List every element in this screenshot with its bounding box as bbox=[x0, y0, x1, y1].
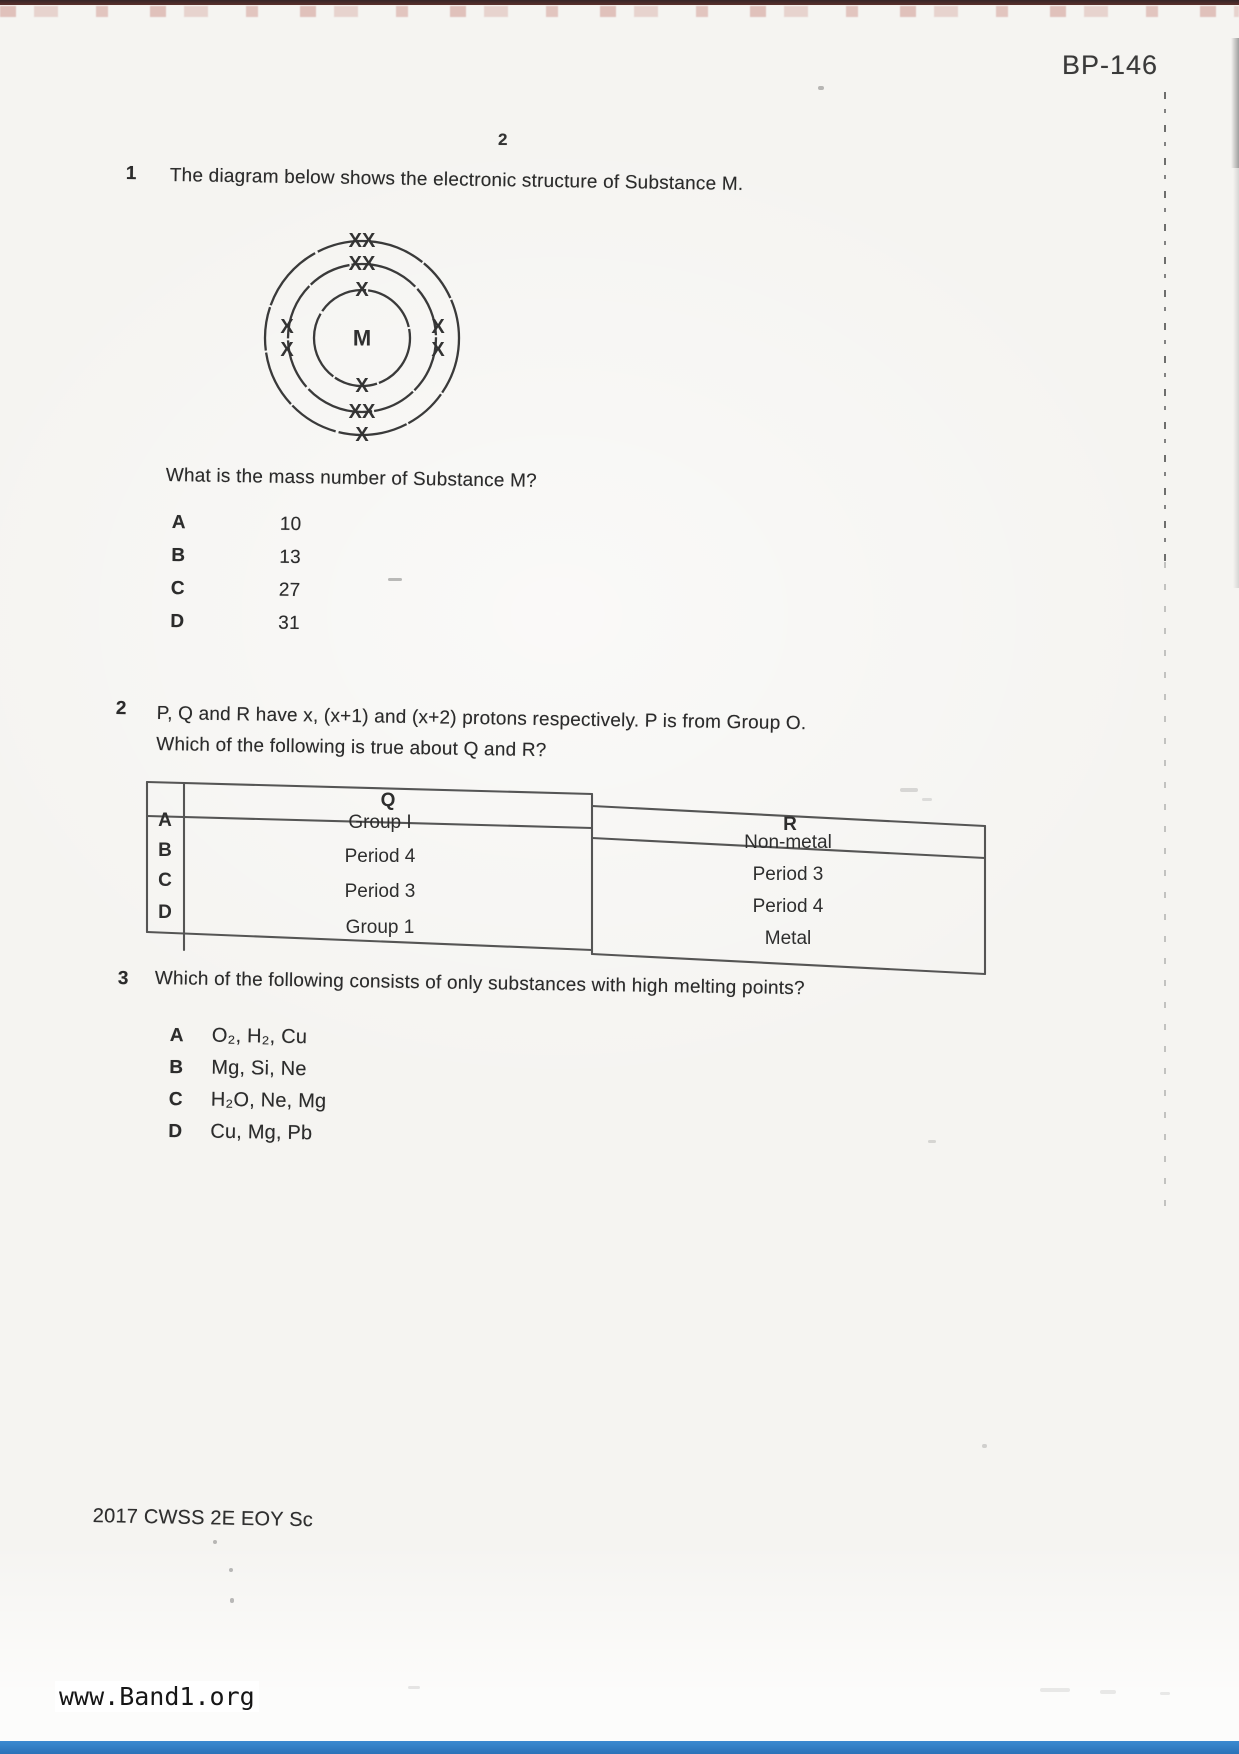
option-letter: B bbox=[171, 544, 186, 567]
option-letter: B bbox=[169, 1056, 184, 1079]
option-value: Cu, Mg, Pb bbox=[210, 1120, 313, 1145]
scan-right-edge-shadow-faint bbox=[1233, 168, 1239, 588]
electron-mark: XX bbox=[348, 253, 376, 275]
nucleus-label: M bbox=[352, 325, 372, 351]
table-cell-r: Period 3 bbox=[752, 864, 824, 885]
q3-number: 3 bbox=[117, 968, 129, 990]
electron-mark: X bbox=[355, 424, 369, 446]
top-red-text-fragments bbox=[0, 6, 1239, 17]
option-row bbox=[170, 611, 300, 646]
right-edge-dashed-line-faint bbox=[1164, 562, 1166, 1222]
table-row-letter: A bbox=[158, 810, 172, 831]
table-cell-q: Group 1 bbox=[345, 917, 415, 938]
option-row bbox=[168, 1088, 326, 1122]
table-cell-q: Period 3 bbox=[344, 881, 416, 902]
option-letter: A bbox=[171, 512, 186, 534]
scan-speck bbox=[1100, 1690, 1116, 1694]
option-row bbox=[171, 512, 301, 547]
table-borders bbox=[147, 782, 985, 974]
table-cell-r: Period 4 bbox=[752, 896, 824, 917]
electron-mark: XX bbox=[348, 230, 376, 252]
option-value: H₂O, Ne, Mg bbox=[210, 1088, 327, 1113]
right-edge-dashed-line bbox=[1164, 92, 1166, 562]
q2-number: 2 bbox=[115, 698, 127, 720]
option-row bbox=[168, 1120, 326, 1154]
scan-right-edge-shadow bbox=[1231, 38, 1239, 168]
option-letter: D bbox=[168, 1120, 183, 1143]
option-value: 13 bbox=[279, 546, 302, 569]
table-cell-q: Period 4 bbox=[344, 846, 416, 867]
option-row bbox=[170, 578, 300, 613]
q3-prompt: Which of the following consists of only substances with high melting points? bbox=[154, 968, 805, 1000]
scan-speck bbox=[230, 1598, 234, 1603]
electron-mark: X bbox=[355, 279, 369, 301]
top-scan-edge-strip bbox=[0, 0, 1239, 5]
option-row bbox=[171, 545, 301, 580]
paper-code: BP-146 bbox=[1062, 50, 1159, 80]
table-row-letter: B bbox=[158, 840, 172, 861]
option-row bbox=[169, 1024, 327, 1058]
option-letter: A bbox=[169, 1024, 184, 1047]
scan-speck bbox=[1160, 1692, 1170, 1695]
scan-speck bbox=[1040, 1688, 1070, 1692]
option-value: 27 bbox=[278, 579, 301, 602]
table-row-letter: C bbox=[158, 870, 172, 891]
scan-speck bbox=[928, 1140, 936, 1143]
q1-options bbox=[170, 512, 302, 646]
electron-mark: XX bbox=[348, 401, 376, 423]
scan-speck bbox=[982, 1444, 987, 1448]
q2-answer-table bbox=[140, 762, 1000, 984]
scan-speck bbox=[922, 798, 932, 801]
atom-diagram bbox=[250, 213, 476, 451]
table-header-q: Q bbox=[380, 790, 396, 811]
scan-speck bbox=[388, 578, 402, 581]
option-value: Mg, Si, Ne bbox=[211, 1056, 307, 1081]
table-cell-r: Metal bbox=[764, 928, 812, 949]
option-letter: D bbox=[170, 610, 185, 633]
option-row bbox=[169, 1056, 327, 1090]
option-value: 31 bbox=[278, 612, 300, 635]
page-number: 2 bbox=[498, 130, 508, 149]
electron-mark: X bbox=[355, 375, 369, 397]
option-value: O₂, H₂, Cu bbox=[211, 1024, 308, 1049]
table-row-letter: D bbox=[158, 902, 172, 923]
scan-speck bbox=[229, 1568, 233, 1572]
electron-mark: X bbox=[431, 339, 445, 361]
table-header-r: R bbox=[783, 814, 797, 835]
q2-prompt bbox=[156, 698, 807, 770]
electron-mark: X bbox=[280, 339, 294, 361]
electron-mark: X bbox=[280, 316, 294, 338]
exam-footer-code: 2017 CWSS 2E EOY Sc bbox=[92, 1505, 314, 1532]
table-cell-q: Group I bbox=[348, 812, 412, 833]
q3-options bbox=[168, 1024, 328, 1154]
electron-mark: X bbox=[431, 316, 445, 338]
option-letter: C bbox=[168, 1088, 183, 1111]
q2-prompt-line1: P, Q and R have x, (x+1) and (x+2) protons respectively. P is from Group O. bbox=[156, 702, 807, 735]
scan-speck bbox=[818, 86, 824, 90]
option-value: 10 bbox=[279, 513, 302, 536]
q2-prompt-line2: Which of the following is true about Q and R? bbox=[156, 733, 547, 762]
scan-speck bbox=[900, 788, 918, 792]
scan-speck bbox=[408, 1686, 420, 1689]
q1-prompt: The diagram below shows the electronic structure of Substance M. bbox=[169, 165, 744, 196]
table-cell-r: Non-metal bbox=[744, 832, 832, 853]
bottom-blue-bar bbox=[0, 1741, 1239, 1754]
q1-number: 1 bbox=[125, 163, 137, 185]
scan-speck bbox=[213, 1540, 217, 1544]
option-letter: C bbox=[170, 577, 185, 600]
q1-question: What is the mass number of Substance M? bbox=[165, 465, 538, 492]
watermark-url: www.Band1.org bbox=[55, 1681, 259, 1712]
